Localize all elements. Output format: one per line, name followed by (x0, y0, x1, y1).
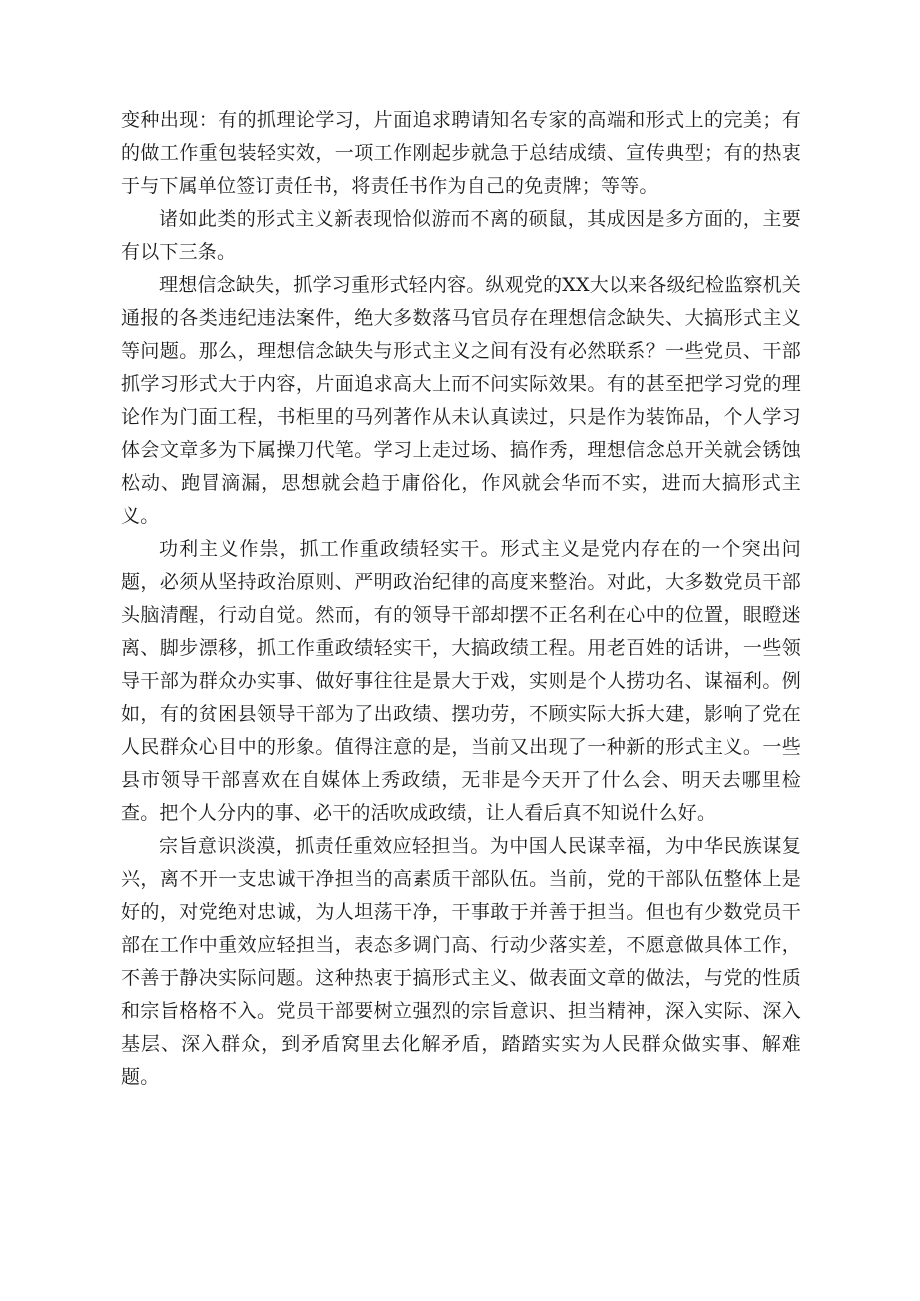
document-body (121, 104, 801, 1094)
paragraph-4: 功利主义作祟，抓工作重政绩轻实干。形式主义是党内存在的一个突出问题，必须从坚持政治原则、严明政治纪律的高度来整治。对此，大多数党员干部头脑清醒，行动自觉。然而，有的领导干部却摆不正名利在心中的位置，眼瞪迷离、脚步漂移，抓工作重政绩轻实干，大搞政绩工程。用老百姓的话讲，一些领导干部为群众办实事、做好事往往是景大于戏，实则是个人捞功名、谋福利。例如，有的贫困县领导干部为了出政绩、摆功劳，不顾实际大拆大建，影响了党在人民群众心目中的形象。值得注意的是，当前又出现了一种新的形式主义。一些县市领导干部喜欢在自媒体上秀政绩，无非是今天开了什么会、明天去哪里检查。把个人分内的事、必干的活吹成政绩，让人看后真不知说什么好。 (121, 538, 801, 824)
paragraph-2: 诸如此类的形式主义新表现恰似游而不离的硕鼠，其成因是多方面的，主要有以下三条。 (121, 208, 801, 263)
paragraph-1: 变种出现：有的抓理论学习，片面追求聘请知名专家的高端和形式上的完美；有的做工作重包装轻实效，一项工作刚起步就急于总结成绩、宣传典型；有的热衷于与下属单位签订责任书，将责任书作为自己的免责牌；等等。 (121, 109, 801, 197)
paragraph-5: 宗旨意识淡漠，抓责任重效应轻担当。为中国人民谋幸福，为中华民族谋复兴，离不开一支忠诚干净担当的高素质干部队伍。当前，党的干部队伍整体上是好的，对党绝对忠诚，为人坦荡干净，干事敢于并善于担当。但也有少数党员干部在工作中重效应轻担当，表态多调门高、行动少落实差，不愿意做具体工作，不善于静决实际问题。这种热衷于搞形式主义、做表面文章的做法，与党的性质和宗旨格格不入。党员干部要树立强烈的宗旨意识、担当精神，深入实际、深入基层、深入群众，到矛盾窝里去化解矛盾，踏踏实实为人民群众做实事、解难题。 (121, 835, 801, 1088)
paragraph-3: 理想信念缺失，抓学习重形式轻内容。纵观党的XX大以来各级纪检监察机关通报的各类违纪违法案件，绝大多数落马官员存在理想信念缺失、大搞形式主义等问题。那么，理想信念缺失与形式主义之间有没有必然联系？一些党员、干部抓学习形式大于内容，片面追求高大上而不问实际效果。有的甚至把学习党的理论作为门面工程，书柜里的马列著作从未认真读过，只是作为装饰品，个人学习体会文章多为下属操刀代笔。学习上走过场、搞作秀，理想信念总开关就会锈蚀松动、跑冒滴漏，思想就会趋于庸俗化，作风就会华而不实，进而大搞形式主义。 (121, 274, 801, 527)
